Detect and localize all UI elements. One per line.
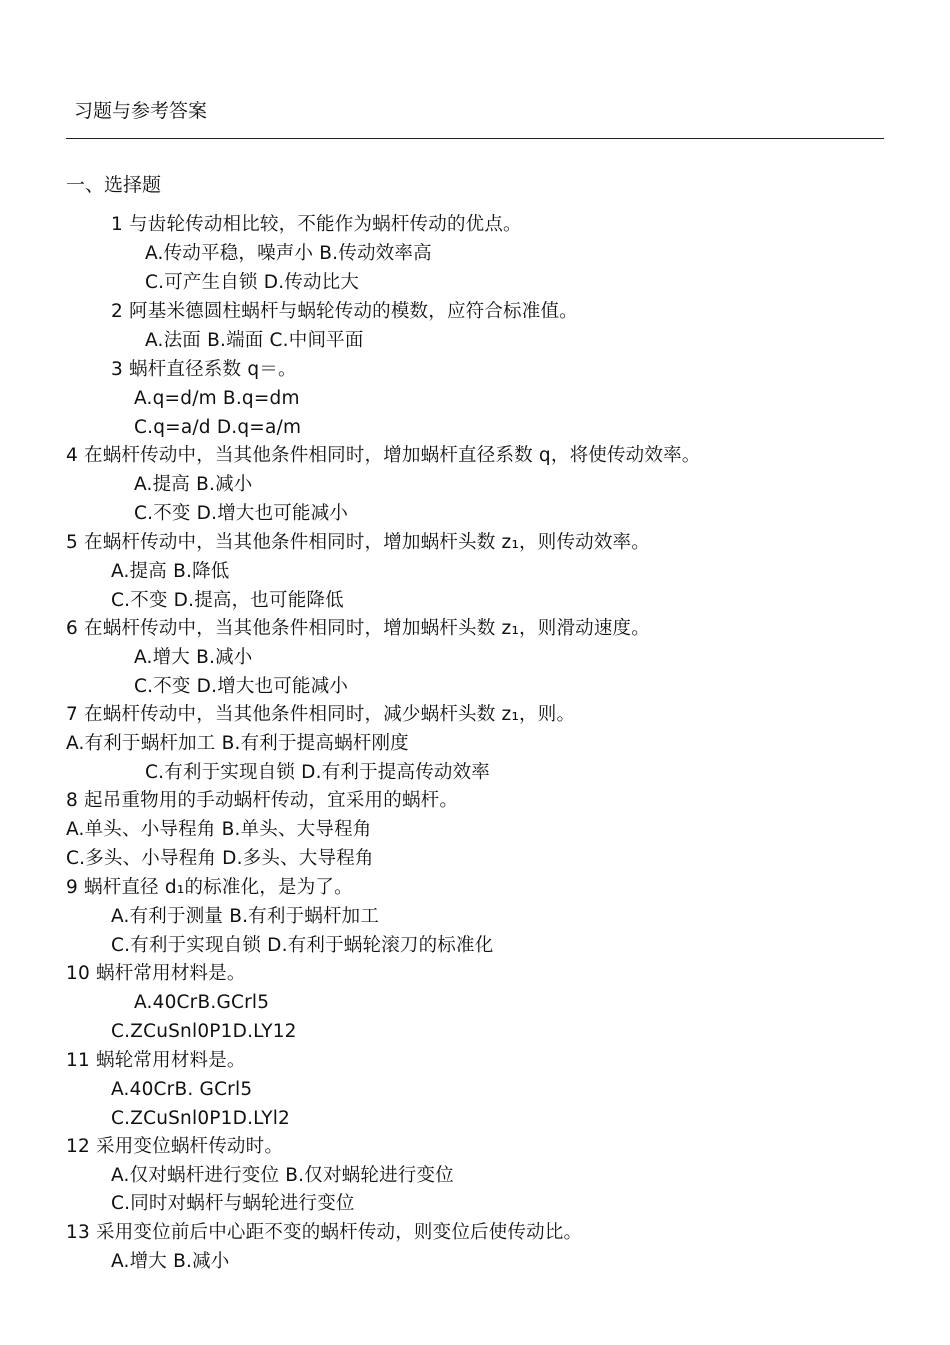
- option-line: C.不变 D.增大也可能减小: [134, 676, 349, 697]
- question-1: 1 与齿轮传动相比较，不能作为蜗杆传动的优点。: [111, 214, 522, 235]
- option-line: A.有利于测量 B.有利于蜗杆加工: [111, 906, 380, 927]
- option-line: C.不变 D.提高，也可能降低: [111, 590, 344, 611]
- option-line: C.可产生自锁 D.传动比大: [145, 272, 360, 293]
- option-line: C.ZCuSnl0P1D.LYl2: [111, 1108, 291, 1129]
- question-5: 5 在蜗杆传动中，当其他条件相同时，增加蜗杆头数 z₁，则传动效率。: [66, 532, 650, 553]
- document-title: 习题与参考答案: [74, 100, 208, 122]
- option-line: A.40CrB.GCrl5: [134, 992, 270, 1013]
- question-8: 8 起吊重物用的手动蜗杆传动，宜采用的蜗杆。: [66, 790, 459, 811]
- option-line: C.多头、小导程角 D.多头、大导程角: [66, 848, 374, 869]
- question-9: 9 蜗杆直径 d₁的标准化，是为了。: [66, 877, 353, 898]
- option-line: A.有利于蜗杆加工 B.有利于提高蜗杆刚度: [66, 733, 409, 754]
- question-7: 7 在蜗杆传动中，当其他条件相同时，减少蜗杆头数 z₁，则。: [66, 704, 576, 725]
- question-2: 2 阿基米德圆柱蜗杆与蜗轮传动的模数，应符合标准值。: [111, 301, 578, 322]
- option-line: A.q=d/m B.q=dm: [134, 388, 300, 409]
- option-line: C.有利于实现自锁 D.有利于蜗轮滚刀的标准化: [111, 935, 494, 956]
- option-line: A.提高 B.减小: [134, 474, 253, 495]
- option-line: C.同时对蜗杆与蜗轮进行变位: [111, 1193, 355, 1214]
- option-line: A.40CrB. GCrl5: [111, 1079, 253, 1100]
- option-line: C.ZCuSnl0P1D.LY12: [111, 1021, 297, 1042]
- option-line: C.不变 D.增大也可能减小: [134, 503, 349, 524]
- question-12: 12 采用变位蜗杆传动时。: [66, 1136, 284, 1157]
- question-10: 10 蜗杆常用材料是。: [66, 963, 246, 984]
- question-6: 6 在蜗杆传动中，当其他条件相同时，增加蜗杆头数 z₁，则滑动速度。: [66, 618, 650, 639]
- option-line: A.提高 B.降低: [111, 561, 230, 582]
- header-rule: [66, 138, 884, 139]
- question-11: 11 蜗轮常用材料是。: [66, 1050, 246, 1071]
- option-line: A.仅对蜗杆进行变位 B.仅对蜗轮进行变位: [111, 1165, 454, 1186]
- option-line: A.单头、小导程角 B.单头、大导程角: [66, 819, 372, 840]
- option-line: A.增大 B.减小: [134, 647, 253, 668]
- section-heading: 一、选择题: [66, 174, 162, 196]
- option-line: C.有利于实现自锁 D.有利于提高传动效率: [145, 762, 491, 783]
- option-line: A.传动平稳，噪声小 B.传动效率高: [145, 243, 432, 264]
- question-13: 13 采用变位前后中心距不变的蜗杆传动，则变位后使传动比。: [66, 1222, 583, 1243]
- option-line: C.q=a/d D.q=a/m: [134, 417, 302, 438]
- option-line: A.增大 B.减小: [111, 1251, 230, 1272]
- option-line: A.法面 B.端面 C.中间平面: [145, 330, 364, 351]
- question-3: 3 蜗杆直径系数 q＝。: [111, 359, 297, 380]
- question-4: 4 在蜗杆传动中，当其他条件相同时，增加蜗杆直径系数 q，将使传动效率。: [66, 445, 701, 466]
